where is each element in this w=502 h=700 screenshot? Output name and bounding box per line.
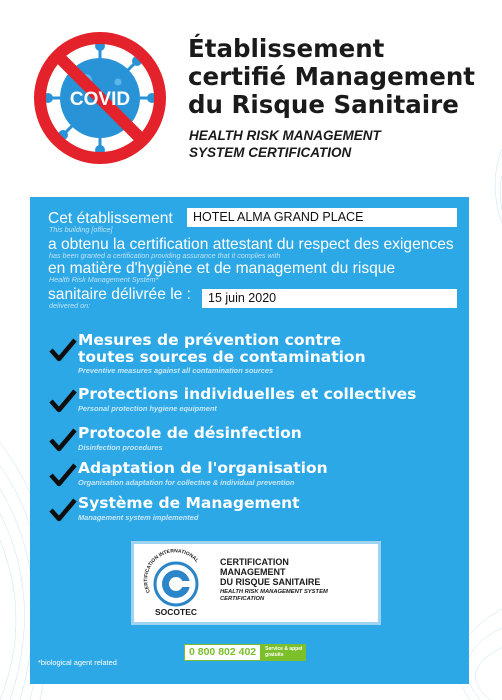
measure-subtitle: Preventive measures against all contamination sources <box>78 366 274 375</box>
delivery-label-en: delivered on: <box>49 301 91 310</box>
check-icon <box>48 462 78 488</box>
cert-line-1: CERTIFICATION <box>220 557 289 567</box>
phone-number: 0 800 802 402 <box>184 644 261 661</box>
ring-text: CERTIFICATION INTERNATIONAL <box>143 548 200 594</box>
delivery-date-field: 15 juin 2020 <box>202 289 457 308</box>
delivery-label: sanitaire délivrée le : <box>48 286 192 303</box>
establishment-name-field: HOTEL ALMA GRAND PLACE <box>187 208 457 227</box>
check-icon <box>48 497 78 523</box>
page-title: Établissement certifié Management du Risque Sanitaire <box>188 34 475 119</box>
measure-item <box>48 331 468 375</box>
phone-badge <box>184 644 306 661</box>
measure-title: Protections individuelles et collectives <box>78 385 417 403</box>
establishment-label-en: This building [office] <box>49 225 113 234</box>
requirements-statement-en: Health Risk Management System* <box>49 275 159 284</box>
cert-line-en: HEALTH RISK MANAGEMENT SYSTEM CERTIFICATION <box>220 589 328 602</box>
measure-item <box>48 386 468 426</box>
measure-subtitle: Disinfection procedures <box>78 443 163 452</box>
certification-statement: a obtenu la certification attestant du respect des exigences <box>48 236 454 253</box>
covid-label: COVID <box>69 89 131 110</box>
measure-subtitle: Personal protection hygiene equipment <box>78 404 217 413</box>
socotec-brand: SOCOTEC <box>144 607 208 617</box>
check-icon <box>48 337 78 363</box>
requirements-statement: en matière d'hygiène et de management du risque <box>48 260 396 277</box>
certification-statement-en: has been granted a certification providing assurance that it complies with <box>49 251 281 260</box>
check-icon <box>48 427 78 453</box>
measure-title: Mesures de prévention contre toutes sources de contamination <box>78 331 366 366</box>
phone-tag: Service & appel gratuits <box>261 644 306 661</box>
measure-subtitle: Management system implemented <box>78 513 199 522</box>
measure-subtitle: Organisation adaptation for collective & individual prevention <box>78 478 295 487</box>
certificate-panel <box>30 197 469 684</box>
measure-item <box>48 495 468 535</box>
check-icon <box>48 388 78 414</box>
measure-title: Adaptation de l'organisation <box>78 459 328 477</box>
cert-line-3: DU RISQUE SANITAIRE <box>220 577 321 587</box>
socotec-certification-badge <box>131 541 381 625</box>
measure-title: Protocole de désinfection <box>78 424 302 442</box>
establishment-label: Cet établissement <box>48 210 173 227</box>
page-subtitle: HEALTH RISK MANAGEMENT SYSTEM CERTIFICATION <box>189 128 381 160</box>
measure-title: Système de Management <box>78 494 300 512</box>
no-covid-logo <box>30 28 170 168</box>
cert-line-2: MANAGEMENT <box>220 567 286 577</box>
footnote: *biological agent related <box>38 658 117 667</box>
